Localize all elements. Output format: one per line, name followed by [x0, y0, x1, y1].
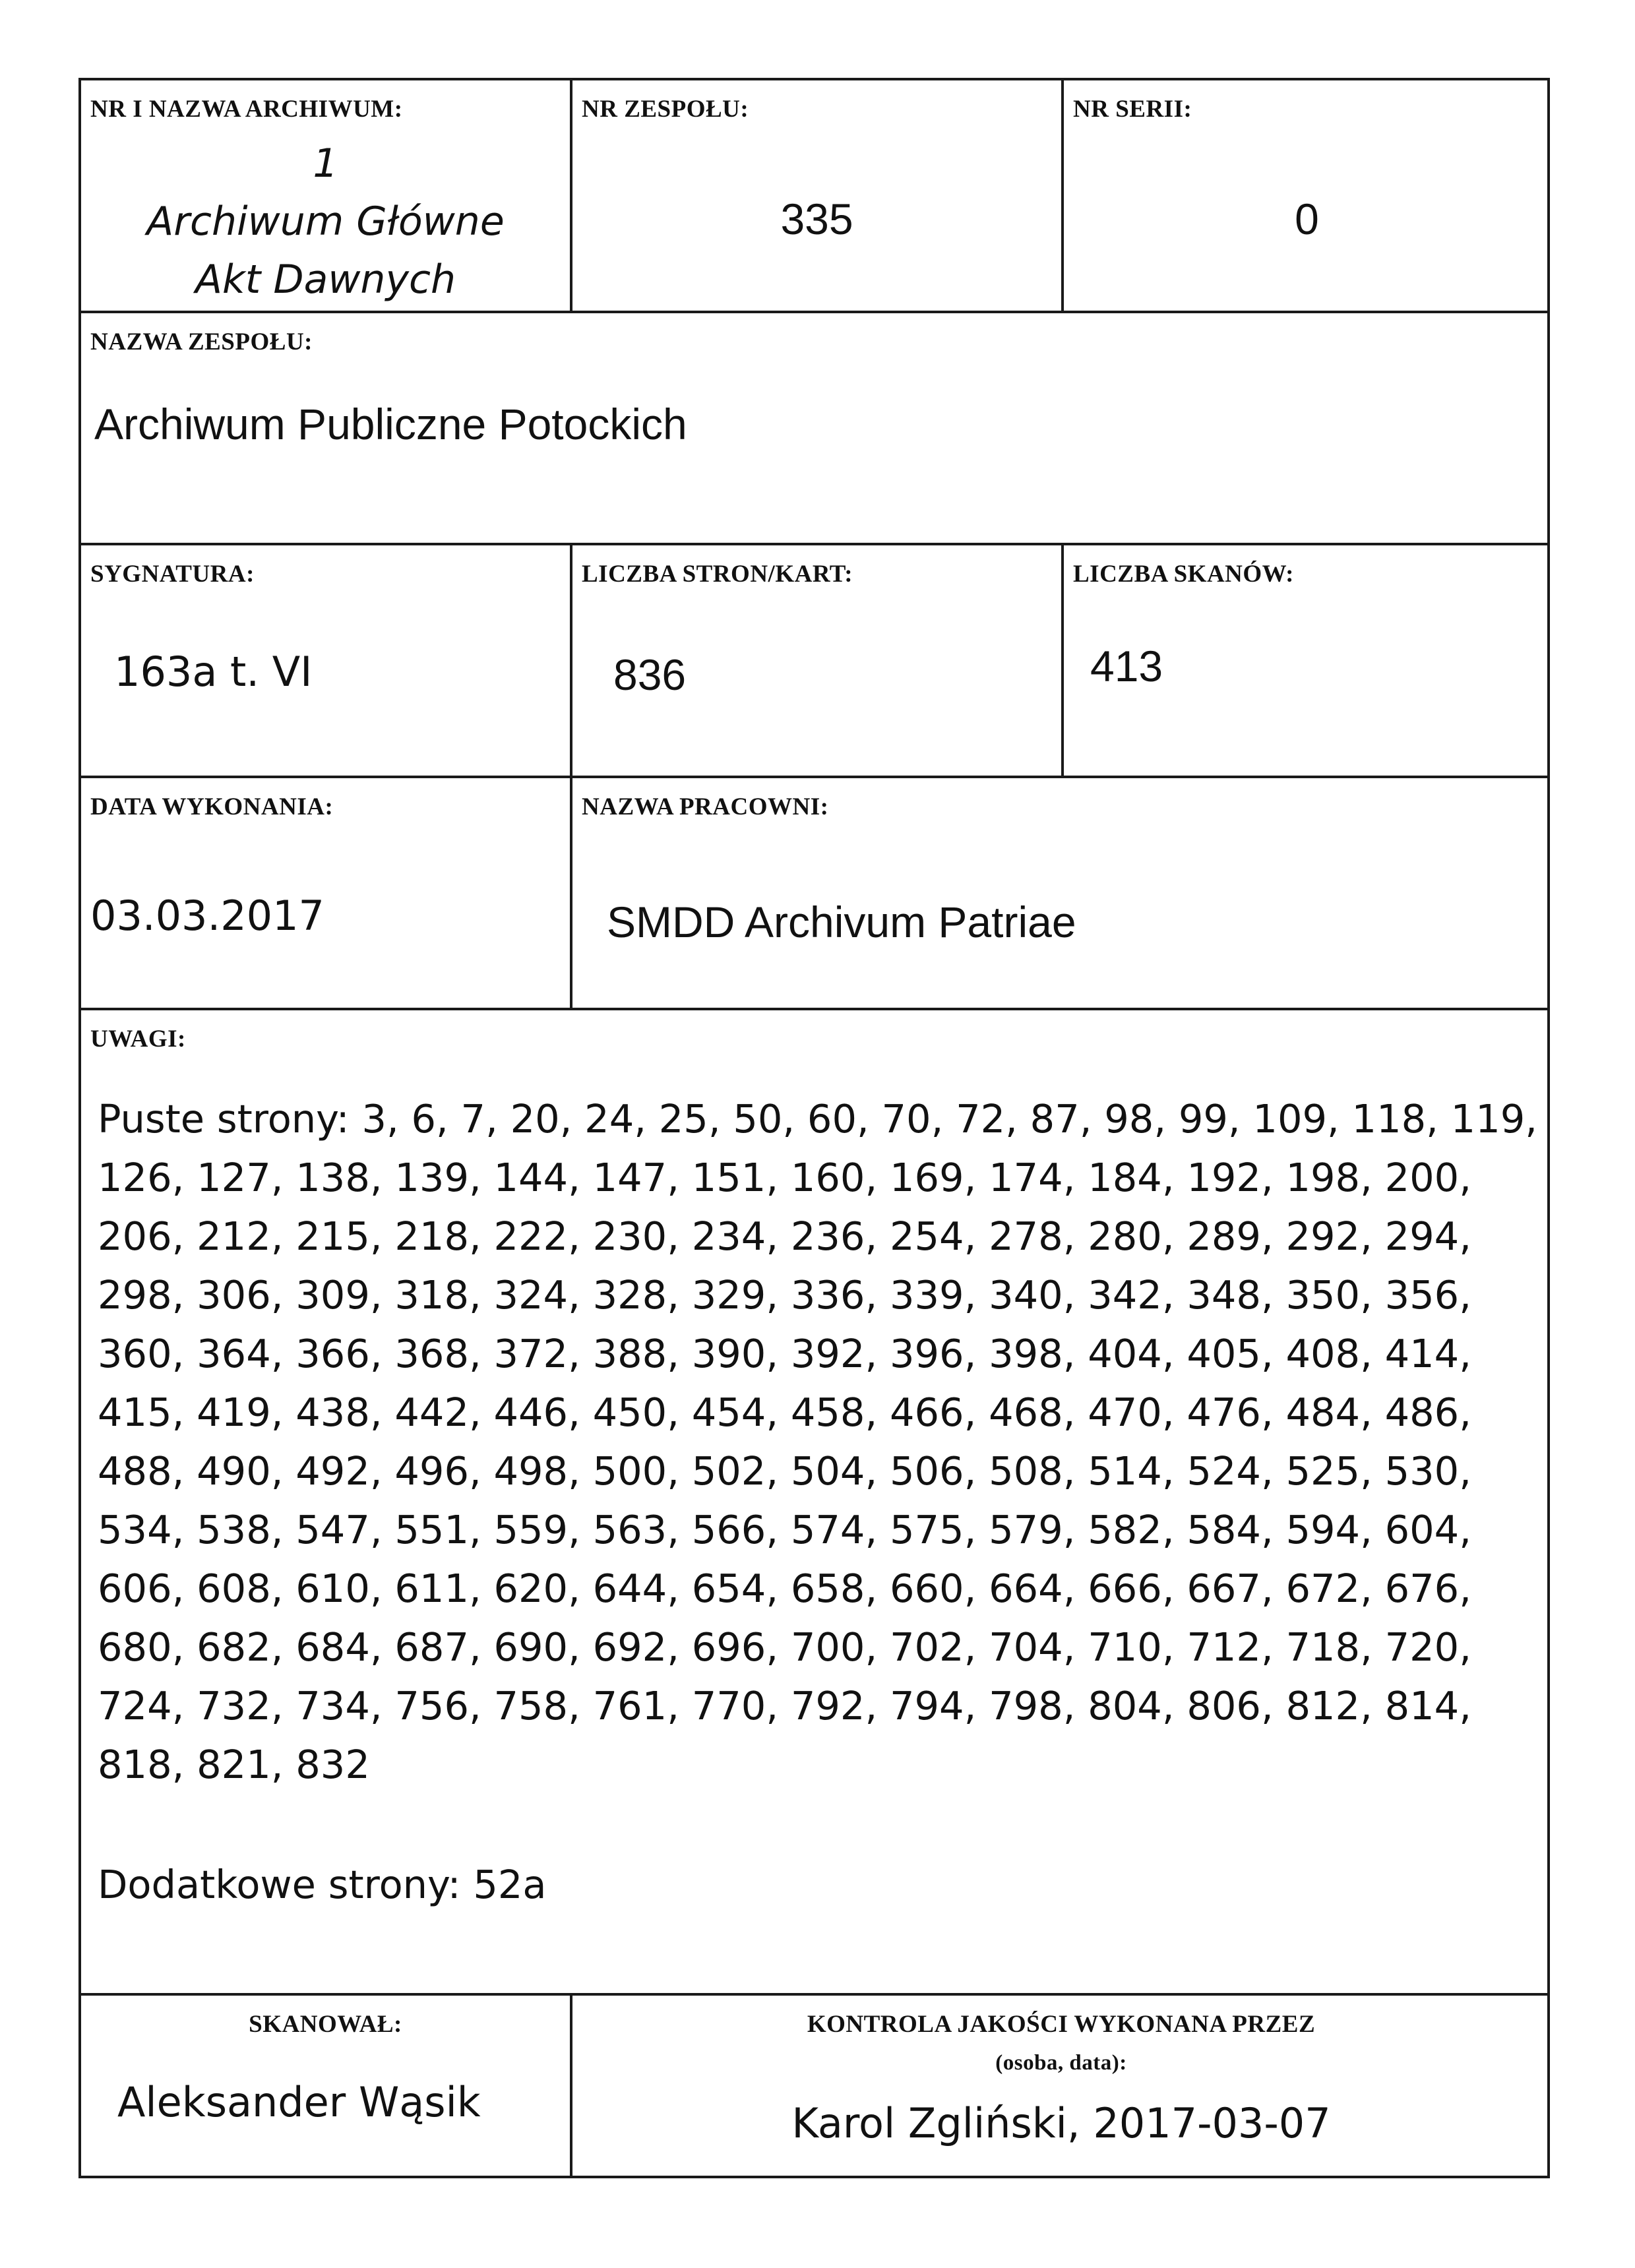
scanned-by-label: SKANOWAŁ:: [249, 2011, 402, 2038]
row-counts: [81, 545, 1547, 778]
quality-control-label: KONTROLA JAKOŚCI WYKONANA PRZEZ: [807, 2011, 1316, 2038]
series-number-cell: [1064, 80, 1550, 311]
archive-name: [81, 135, 570, 309]
archive-number: 1: [313, 140, 338, 187]
archive-cell: [81, 80, 572, 311]
archive-name-line2: Akt Dawnych: [195, 257, 456, 303]
notes-label: UWAGI:: [90, 1026, 186, 1053]
page-count-label: LICZBA STRON/KART:: [582, 561, 853, 588]
fonds-number-value: 335: [780, 195, 853, 243]
signature-value: 163a t. VI: [114, 648, 313, 696]
workshop-cell: [572, 778, 1550, 1008]
fonds-name-label: NAZWA ZESPOŁU:: [90, 328, 313, 355]
row-archive-info: [81, 80, 1547, 313]
scanned-by-value: Aleksander Wąsik: [117, 2078, 481, 2126]
archive-name-line1: Archiwum Główne: [146, 199, 505, 245]
scan-count-value: 413: [1090, 642, 1163, 690]
scanned-by-cell: [81, 1996, 572, 2176]
row-fonds-name: [81, 313, 1547, 545]
workshop-label: NAZWA PRACOWNI:: [582, 793, 829, 820]
notes-cell: [81, 1010, 1547, 1993]
row-signoff: [81, 1996, 1547, 2176]
blank-pages-list: Puste strony: 3, 6, 7, 20, 24, 25, 50, 60, 70, 72, 87, 98, 99, 109, 118, 119, 126, 127, 138, 139, 144, 147, 151, 160, 169, 174, 184, 192, 198, 200, 206, 212, 215, 218, 222, 230, 234, 236, 254, 278, 280, 289, 292, 294, 298, 306, 309, 318, 324, 328, 329, 336, 339, 340, 342, 348, 350, 356, 360, 364, 366, 368, 372, 388, 390, 392, 396, 398, 404, 405, 408, 414, 415, 419, 438, 442, 446, 450, 454, 458, 466, 468, 470, 476, 484, 486, 488, 490, 492, 496, 498, 500, 502, 504, 506, 508, 514, 524, 525, 530, 534, 538, 547, 551, 559, 563, 566, 574, 575, 579, 582, 584, 594, 604, 606, 608, 610, 611, 620, 644, 654, 658, 660, 664, 666, 667, 672, 676, 680, 682, 684, 687, 690, 692, 696, 700, 702, 704, 710, 712, 718, 720, 724, 732, 734, 756, 758, 761, 770, 792, 794, 798, 804, 806, 812, 814, 818, 821, 832: [98, 1096, 1538, 1787]
fonds-number-label: NR ZESPOŁU:: [582, 96, 749, 123]
series-number-value: 0: [1295, 195, 1319, 243]
date-value: 03.03.2017: [90, 892, 324, 940]
row-date-workshop: [81, 778, 1547, 1010]
fonds-number-cell: [572, 80, 1064, 311]
quality-control-value: Karol Zgliński, 2017-03-07: [791, 2099, 1331, 2147]
fonds-name-cell: [81, 313, 1547, 543]
notes-body: [98, 1089, 1549, 1914]
quality-control-cell: [572, 1996, 1550, 2176]
workshop-value: SMDD Archivum Patriae: [607, 898, 1076, 946]
quality-control-sublabel: (osoba, data):: [995, 2051, 1127, 2075]
page-count-cell: [572, 545, 1064, 776]
fonds-name-value: Archiwum Publiczne Potockich: [94, 400, 687, 448]
date-label: DATA WYKONANIA:: [90, 793, 334, 820]
series-number-label: NR SERII:: [1073, 96, 1192, 123]
signature-cell: [81, 545, 572, 776]
page-count-value: 836: [613, 650, 687, 699]
scan-count-cell: [1064, 545, 1550, 776]
scan-count-label: LICZBA SKANÓW:: [1073, 561, 1294, 588]
metadata-form: [78, 78, 1550, 2178]
date-cell: [81, 778, 572, 1008]
row-notes: [81, 1010, 1547, 1996]
extra-pages: Dodatkowe strony: 52a: [98, 1862, 547, 1907]
archive-label: NR I NAZWA ARCHIWUM:: [90, 96, 403, 123]
signature-label: SYGNATURA:: [90, 561, 255, 588]
